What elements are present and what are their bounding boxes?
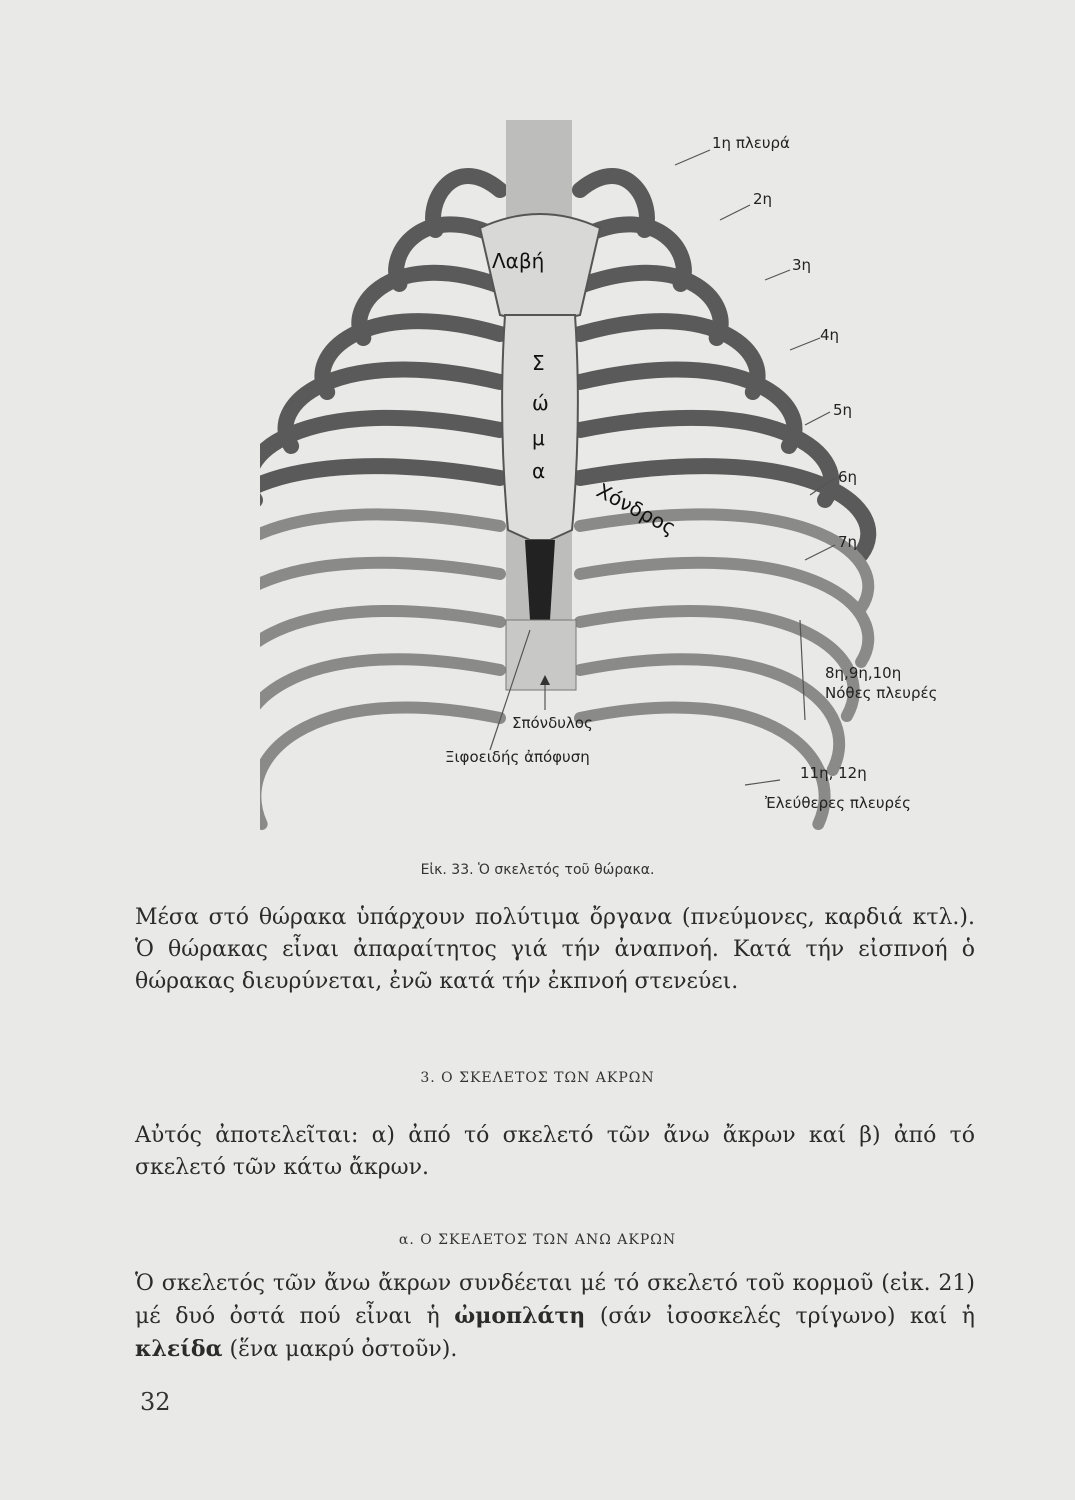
rib-5-right [580, 370, 794, 446]
label-rib-5: 5η [833, 401, 853, 419]
label-rib-2: 2η [753, 190, 773, 208]
label-sternum-letter-1: Σ [532, 351, 545, 375]
subsection-heading-upper-limbs: α. Ο ΣΚΕΛΕΤΟΣ ΤΩΝ ΑΝΩ ΑΚΡΩΝ [398, 1232, 677, 1248]
label-rib-7: 7η [838, 533, 858, 551]
page-number: 32 [140, 1388, 171, 1416]
section-heading-limbs: 3. Ο ΣΚΕΛΕΤΟΣ ΤΩΝ ΑΚΡΩΝ [420, 1070, 655, 1086]
label-manubrium: Λαβή [492, 249, 545, 273]
figure-caption: Εἰκ. 33. Ὁ σκελετός τοῦ θώρακα. [420, 862, 655, 878]
label-rib-4: 4η [820, 326, 840, 344]
label-cartilage: Χόνδρος [592, 478, 680, 540]
term-clavicle: κλείδα [135, 1336, 223, 1362]
label-sternum-letter-4: α [532, 459, 546, 483]
label-sternum-letter-3: μ [532, 426, 545, 450]
text-part-1: Ὁ σκελετός τῶν ἄνω ἄκρων συνδέεται μέ τό σκελετό τοῦ κορμοῦ (εἰκ. 21) μέ δυό ὀστά πού εἶναι ἡ [135, 1271, 975, 1329]
label-floating-ribs-numbers: 11η, 12η [800, 764, 867, 782]
paragraph-upper-limbs [135, 1268, 975, 1366]
label-rib-6: 6η [838, 468, 858, 486]
paragraph-limbs: Αὐτός ἀποτελεῖται: α) ἀπό τό σκελετό τῶν ἄνω ἄκρων καί β) ἀπό τό σκελετό τῶν κάτω ἄκρων. [135, 1123, 975, 1180]
label-false-ribs-numbers: 8η,9η,10η [825, 664, 902, 682]
label-vertebra: Σπόνδυλος [512, 714, 593, 732]
vertebra [506, 620, 576, 690]
label-sternum-letter-2: ώ [532, 391, 549, 415]
label-floating-ribs-text: Ἐλεύθερες πλευρές [765, 794, 911, 812]
label-xiphoid: Ξιφοειδής ἀπόφυση [445, 748, 590, 766]
label-rib-1: 1η πλευρά [712, 134, 790, 152]
term-scapula: ὠμοπλάτη [454, 1303, 586, 1329]
thorax-skeleton-figure [260, 100, 960, 860]
text-part-2: (σάν ἰσοσκελές τρίγωνο) καί ἡ [585, 1304, 975, 1329]
text-part-3: (ἕνα μακρύ ὀστοῦν). [222, 1337, 458, 1362]
rib-5-left [286, 370, 500, 446]
label-rib-3: 3η [792, 256, 812, 274]
label-false-ribs-text: Νόθες πλευρές [825, 684, 938, 702]
paragraph-thorax: Μέσα στό θώρακα ὑπάρχουν πολύτιμα ὄργανα (πνεύμονες, καρδιά κτλ.). Ὁ θώρακας εἶναι ἀπαραίτητος γιά τήν ἀναπνοή. Κατά τήν εἰσπνοή ὁ θώρακας διευρύνεται, ἐνῶ κατά τήν ἐκπνοή στενεύει. [135, 905, 975, 994]
